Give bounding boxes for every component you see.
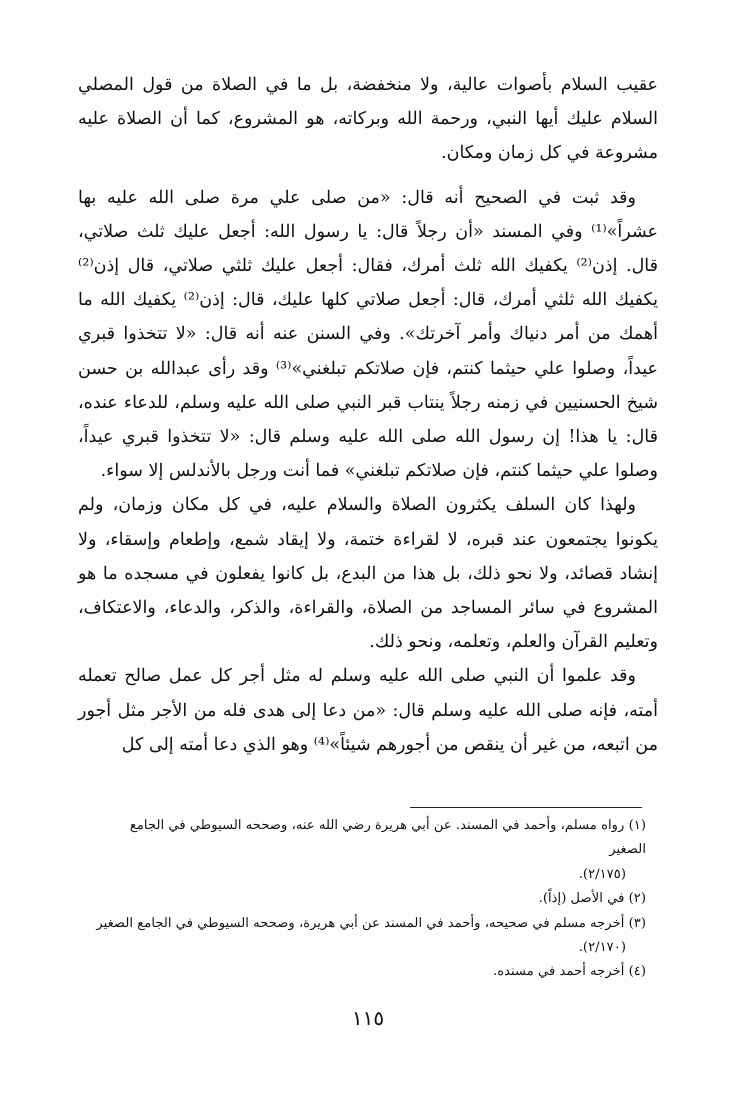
- footnote-3: (٣) أخرجه مسلم في صحيحه، وأحمد في المسند عن أبي هريرة، وصححه السيوطي في الجامع الصغير: [96, 915, 646, 931]
- body-text: [78, 68, 658, 762]
- footnote-2: (٢) في الأصل (إذاً).: [538, 891, 646, 907]
- footnote-1: (١) رواه مسلم، وأحمد في المسند. عن أبي هريرة رضي الله عنه، وصححه السيوطي في الجامع الصغير: [129, 818, 646, 858]
- footnote-divider: [410, 807, 642, 808]
- footnote-1-continued: (٢/١٧٥).: [578, 866, 626, 882]
- paragraph-4: وقد علموا أن النبي صلى الله عليه وسلم له مثل أجر كل عمل صالح تعمله أمته، فإنه صلى الله عليه وسلم قال: «من دعا إلى هدى فله من الأجر مثل أجور من اتبعه، من غير أن ينقص من أجورهم شيئاً»⁽⁴⁾ وهو الذي دعا أمته إلى كل: [78, 666, 658, 755]
- paragraph-1: عقيب السلام بأصوات عالية، ولا منخفضة، بل ما في الصلاة من قول المصلي السلام عليك أيها النبي، ورحمة الله وبركاته، هو المشروع، كما أن الصلاة عليه مشروعة في كل زمان ومكان.: [78, 75, 658, 164]
- footnote-4: (٤) أخرجه أحمد في مسنده.: [493, 964, 646, 980]
- page-number: ١١٥: [351, 1006, 385, 1030]
- footnote-3-continued: (٢/١٧٠).: [578, 940, 626, 956]
- footnotes: [90, 814, 646, 985]
- paragraph-2: وقد ثبت في الصحيح أنه قال: «من صلى علي مرة صلى الله عليه بها عشراً»⁽¹⁾ وفي المسند «أن رجلاً قال: يا رسول الله: أجعل عليك ثلث صلاتي، قال. إذن⁽²⁾ يكفيك الله ثلث أمرك، فقال: أجعل عليك ثلثي صلاتي، قال إذن⁽²⁾ يكفيك الله ثلثي أمرك، قال: أجعل صلاتي كلها عليك، قال: إذن⁽²⁾ يكفيك الله ما أهمك من أمر دنياك وأمر آخرتك». وفي السنن عنه أنه قال: «لا تتخذوا قبري عيداً، وصلوا علي حيثما كنتم، فإن صلاتكم تبلغني»⁽³⁾ وقد رأى عبدالله بن حسن شيخ الحسنيين في زمنه رجلاً ينتاب قبر النبي صلى الله عليه وسلم، للدعاء عنده، قال: يا هذا! إن رسول الله صلى الله عليه وسلم قال: «لا تتخذوا قبري عيداً، وصلوا علي حيثما كنتم، فإن صلاتكم تبلغني» فما أنت ورجل بالأندلس إلا سواء.: [78, 187, 659, 482]
- paragraph-3: ولهذا كان السلف يكثرون الصلاة والسلام عليه، في كل مكان وزمان، ولم يكونوا يجتمعون عند قبره، لا لقراءة ختمة، ولا إيقاد شمع، وإطعام وإسقاء، ولا إنشاد قصائد، ولا نحو ذلك، بل هذا من البدع، بل كانوا يفعلون في مسجده ما هو المشروع في سائر المساجد من الصلاة، والقراءة، والذكر، والدعاء، والاعتكاف، وتعليم القرآن والعلم، وتعلمه، ونحو ذلك.: [78, 495, 658, 653]
